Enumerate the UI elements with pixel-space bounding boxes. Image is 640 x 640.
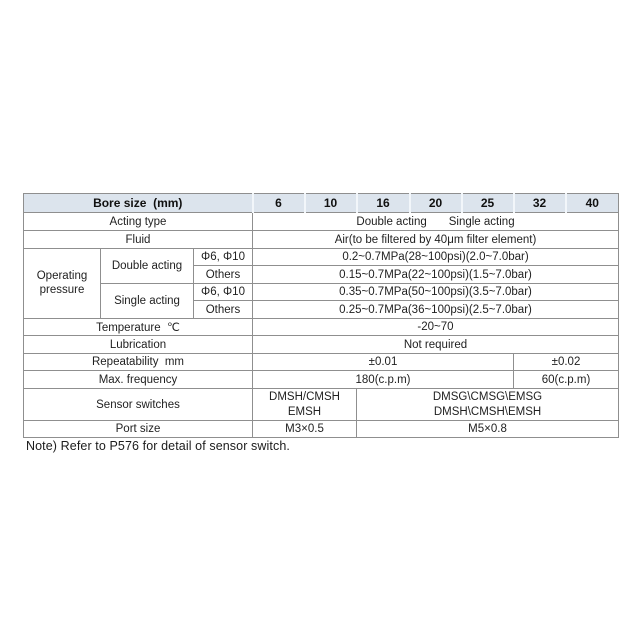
row-sensor-switches — [24, 389, 619, 421]
row-label-max-frequency: Max. frequency — [24, 371, 253, 389]
row-label-double-phi6-phi10: Φ6, Φ10 — [194, 249, 253, 266]
value-acting-type-double: Double acting — [356, 215, 427, 228]
row-label-single-acting: Single acting — [101, 284, 194, 319]
header-bore-col-10: 10 — [305, 194, 357, 213]
row-fluid — [24, 231, 619, 249]
header-bore-col-16: 16 — [357, 194, 410, 213]
row-lubrication — [24, 336, 619, 354]
row-port-size — [24, 421, 619, 438]
row-label-repeatability: Repeatability mm — [24, 354, 253, 371]
header-bore-col-20: 20 — [410, 194, 462, 213]
header-bore-size-label: Bore size (mm) — [24, 194, 253, 213]
row-label-temperature: Temperature ℃ — [24, 319, 253, 336]
row-label-port-size: Port size — [24, 421, 253, 438]
row-label-single-others: Others — [194, 301, 253, 319]
spec-table — [23, 193, 619, 438]
value-acting-type-single: Single acting — [448, 215, 515, 228]
row-label-double-others: Others — [194, 266, 253, 284]
value-max-frequency-large-bores: 60(c.p.m) — [514, 371, 619, 389]
row-label-fluid: Fluid — [24, 231, 253, 249]
header-bore-col-6: 6 — [253, 194, 305, 213]
value-lubrication: Not required — [253, 336, 619, 354]
row-label-single-phi6-phi10: Φ6, Φ10 — [194, 284, 253, 301]
value-temperature: -20~70 — [253, 319, 619, 336]
value-acting-type — [253, 213, 619, 231]
spec-table-container — [23, 193, 619, 438]
row-label-operating-pressure: Operating pressure — [24, 249, 101, 319]
sensor-switches-a-line1: DMSH/CMSH — [269, 391, 340, 404]
row-label-double-acting: Double acting — [101, 249, 194, 284]
value-repeatability-small-bores: ±0.01 — [253, 354, 514, 371]
sensor-switches-b-line1: DMSG\CMSG\EMSG — [432, 391, 543, 404]
value-max-frequency-small-bores: 180(c.p.m) — [253, 371, 514, 389]
row-acting-type — [24, 213, 619, 231]
row-pressure-single-small — [24, 284, 619, 301]
header-row — [24, 194, 619, 213]
row-max-frequency — [24, 371, 619, 389]
value-fluid: Air(to be filtered by 40μm filter element) — [253, 231, 619, 249]
value-pressure-single-others: 0.25~0.7MPa(36~100psi)(2.5~7.0bar) — [253, 301, 619, 319]
value-port-size-large-bores: M5×0.8 — [357, 421, 619, 438]
sensor-switches-b-line2: DMSH\CMSH\EMSH — [433, 405, 542, 418]
value-sensor-switches-large-bores — [357, 389, 619, 421]
value-pressure-single-phi6-phi10: 0.35~0.7MPa(50~100psi)(3.5~7.0bar) — [253, 284, 619, 301]
value-pressure-double-phi6-phi10: 0.2~0.7MPa(28~100psi)(2.0~7.0bar) — [253, 249, 619, 266]
header-bore-col-32: 32 — [514, 194, 566, 213]
row-pressure-double-small — [24, 249, 619, 266]
footnote: Note) Refer to P576 for detail of sensor switch. — [26, 439, 290, 453]
value-pressure-double-others: 0.15~0.7MPa(22~100psi)(1.5~7.0bar) — [253, 266, 619, 284]
sensor-switches-a-line2: EMSH — [287, 405, 322, 418]
row-repeatability — [24, 354, 619, 371]
row-temperature — [24, 319, 619, 336]
value-port-size-small-bores: M3×0.5 — [253, 421, 357, 438]
value-repeatability-large-bores: ±0.02 — [514, 354, 619, 371]
header-bore-col-40: 40 — [566, 194, 619, 213]
row-label-sensor-switches: Sensor switches — [24, 389, 253, 421]
header-bore-col-25: 25 — [462, 194, 514, 213]
row-label-acting-type: Acting type — [24, 213, 253, 231]
value-sensor-switches-small-bores — [253, 389, 357, 421]
row-label-lubrication: Lubrication — [24, 336, 253, 354]
